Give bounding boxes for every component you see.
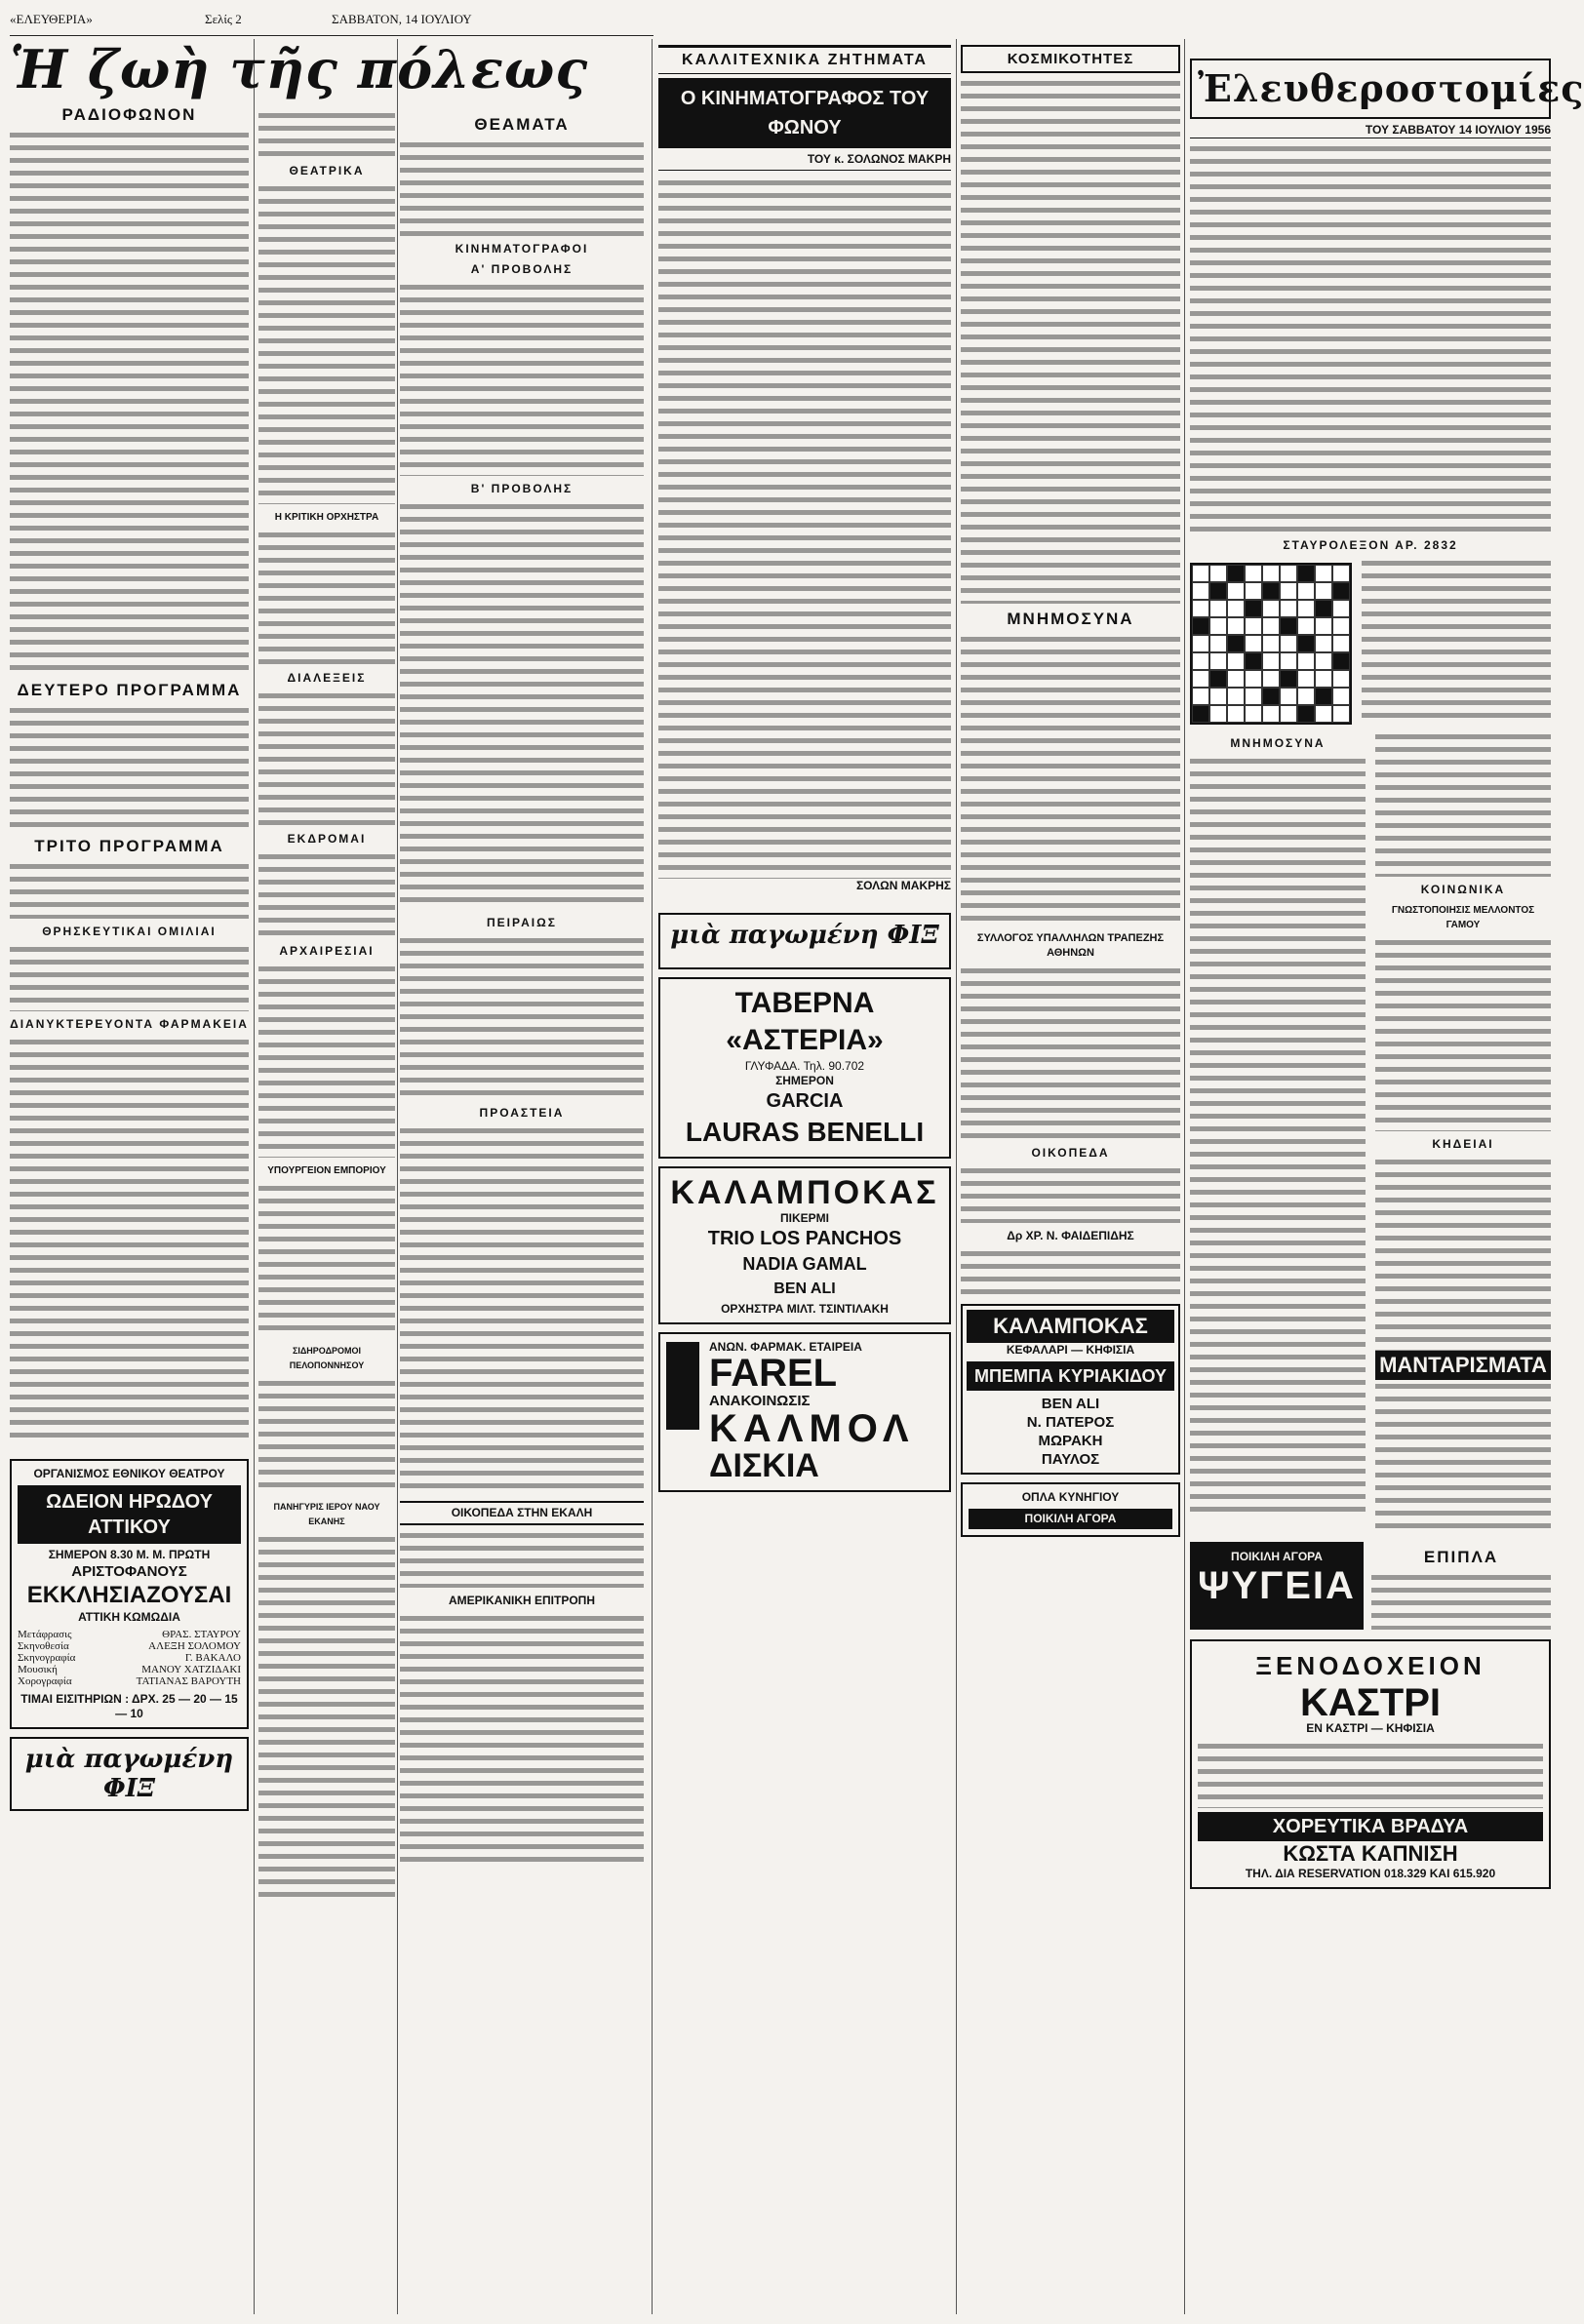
radio-heading: ΡΑΔΙΟΦΩΝΟΝ (61, 105, 197, 124)
trains-heading: ΣΙΔΗΡΟΔΡΟΜΟΙ ΠΕΛΟΠΟΝΝΗΣΟΥ (289, 1346, 365, 1370)
second-run-heading: Β' ΠΡΟΒΟΛΗΣ (470, 482, 574, 495)
paylos-name: ΠΑΥΛΟΣ (1041, 1451, 1100, 1468)
kalampokas-name: ΚΑΛΑΜΠΟΚΑΣ (670, 1174, 939, 1211)
engagements-heading: ΓΝΩΣΤΟΠΟΙΗΣΙΣ ΜΕΛΛΟΝΤΟΣ ΓΑΜΟΥ (1391, 905, 1535, 930)
festival-heading: ΠΑΝΗΓΥΡΙΣ ΙΕΡΟΥ ΝΑΟΥ ΕΚΑΝΗΣ (273, 1502, 380, 1526)
american-heading: ΑΜΕΡΙΚΑΝΙΚΗ ΕΠΙΤΡΟΠΗ (448, 1594, 595, 1607)
furniture-heading: ΕΠΙΠΛΑ (1423, 1548, 1499, 1566)
excursions-text (258, 850, 395, 938)
bempa-name: ΜΠΕΜΠΑ ΚΥΡΙΑΚΙΔΟΥ (967, 1361, 1174, 1391)
ekali-plots-heading: ΟΙΚΟΠΕΔΑ ΣΤΗΝ ΕΚΑΛΗ (400, 1501, 644, 1525)
ad-author: ΑΡΙΣΤΟΦΑΝΟΥΣ (71, 1563, 187, 1580)
farel-announcement: ΑΝΑΚΟΙΝΩΣΙΣ (709, 1393, 811, 1409)
pharmacies-text (10, 1036, 249, 1445)
credit-role: Χορογραφία (18, 1675, 72, 1687)
kalampokas-trio: TRIO LOS PANCHOS (707, 1228, 902, 1249)
lectures-heading: ΔΙΑΛΕΞΕΙΣ (287, 671, 367, 685)
art-kicker: ΚΑΛΛΙΤΕΧΝΙΚΑ ΖΗΤΗΜΑΤΑ (658, 45, 951, 74)
fix-ad-left (10, 1737, 249, 1811)
memorial-heading: ΜΝΗΜΟΣΥΝΑ (1007, 610, 1134, 628)
cinemas-heading: ΚΙΝΗΜΑΤΟΓΡΑΦΟΙ (455, 242, 589, 256)
hotel-name: ΚΑΣΤΡΙ (1299, 1681, 1441, 1724)
ministry-text (258, 1182, 395, 1338)
farel-company: ΑΝΩΝ. ΦΑΡΜΑΚ. ΕΤΑΙΡΕΙΑ (709, 1340, 862, 1354)
kalampokas-nadia: NADIA GAMAL (742, 1254, 867, 1274)
kalampokas-ad (658, 1166, 951, 1324)
hotel-reservation: ΤΗΛ. ΔΙΑ RESERVATION 018.329 ΚΑΙ 615.920 (1245, 1867, 1496, 1880)
memorial-text (961, 633, 1180, 926)
column-divider (956, 39, 957, 2314)
credit-role: Σκηνογραφία (18, 1652, 76, 1664)
ads-row (1190, 1542, 1551, 1630)
article-headline-box (658, 78, 951, 148)
farel-name: FAREL (709, 1352, 838, 1395)
theatrika-heading: ΘΕΑΤΡΙΚΑ (289, 164, 365, 177)
taverna-today: ΣΗΜΕΡΟΝ (775, 1074, 834, 1087)
mantarismata-text (1375, 1380, 1551, 1536)
third-program-text (10, 860, 249, 919)
religious-heading: ΘΡΗΣΚΕΥΤΙΚΑΙ ΟΜΙΛΙΑΙ (42, 925, 217, 938)
second-program-text (10, 704, 249, 831)
credit-role: Σκηνοθεσία (18, 1640, 69, 1652)
plots-text (961, 1164, 1180, 1223)
article-byline: ΤΟΥ κ. ΣΟΛΩΝΟΣ ΜΑΚΡΗ (658, 152, 951, 171)
free-speech-dateline: ΤΟΥ ΣΑΒΒΑΤΟΥ 14 ΙΟΥΛΙΟΥ 1956 (1190, 123, 1551, 138)
page-number: Σελίς 2 (205, 12, 242, 26)
pharmacies-heading: ΔΙΑΝΥΚΤΕΡΕΥΟΝΤΑ ΦΑΡΜΑΚΕΙΑ (10, 1017, 249, 1031)
credit-name: ΘΡΑΣ. ΣΤΑΥΡΟΥ (162, 1629, 241, 1640)
credit-name: ΤΑΤΙΑΝΑΣ ΒΑΡΟΥΤΗ (136, 1675, 241, 1687)
premieres-heading: Α' ΠΡΟΒΟΛΗΣ (470, 262, 574, 276)
crossword-title: ΣΤΑΥΡΟΛΕΞΟΝ ΑΡ. 2832 (1283, 538, 1458, 552)
ad-genre: ΑΤΤΙΚΗ ΚΩΜΩΔΙΑ (78, 1610, 180, 1624)
taverna-name: ΤΑΒΕΡΝΑ «ΑΣΤΕΡΙΑ» (726, 987, 884, 1056)
funerals-heading: ΚΗΔΕΙΑΙ (1432, 1137, 1494, 1151)
archaeology-text (258, 963, 395, 1158)
american-text (400, 1612, 644, 1866)
free-speech-text (1190, 142, 1551, 532)
crossword-block (1190, 557, 1551, 730)
ad-prices: ΤΙΜΑΙ ΕΙΣΙΤΗΡΙΩΝ : ΔΡΧ. 25 — 20 — 15 — 10 (20, 1692, 238, 1720)
fridges-store: ΠΟΙΚΙΛΗ ΑΓΟΡΑ (1231, 1550, 1323, 1563)
farel-ad (658, 1332, 951, 1492)
hotel-dance: ΧΟΡΕΥΤΙΚΑ ΒΡΑΔΥΑ (1198, 1812, 1543, 1841)
second-program-heading: ΔΕΥΤΕΡΟ ΠΡΟΓΡΑΜΜΑ (17, 681, 242, 699)
masthead (10, 6, 653, 36)
issue-date: ΣΑΒΒΑΤΟΝ, 14 ΙΟΥΛΙΟΥ (332, 12, 472, 26)
kalampokas-benali: BEN ALI (773, 1280, 836, 1297)
kalampokas-small-name: ΚΑΛΑΜΠΟΚΑΣ (967, 1310, 1174, 1343)
union-heading: ΣΥΛΛΟΓΟΣ ΥΠΑΛΛΗΛΩΝ ΤΡΑΠΕΖΗΣ ΑΘΗΝΩΝ (976, 932, 1165, 959)
third-program-heading: ΤΡΙΤΟ ΠΡΟΓΡΑΜΜΑ (34, 837, 224, 855)
guns-store: ΠΟΙΚΙΛΗ ΑΓΟΡΑ (969, 1509, 1172, 1529)
furniture-ad (1371, 1542, 1551, 1630)
theatres-list (400, 138, 644, 236)
column-art-article (658, 39, 951, 2314)
festival-text (258, 1533, 395, 1904)
ad-odeion: ΩΔΕΙΟΝ ΗΡΩΔΟΥ ΑΤΤΙΚΟΥ (18, 1485, 241, 1544)
credit-role: Μετάφρασις (18, 1629, 72, 1640)
kifisia-label: ΚΕΦΑΛΑΡΙ — ΚΗΦΙΣΙΑ (1006, 1343, 1135, 1357)
theatre-ad (10, 1459, 249, 1729)
guns-title: ΟΠΛΑ ΚΥΝΗΓΙΟΥ (1021, 1490, 1120, 1504)
society-text (961, 77, 1180, 604)
kalampokas-small-ad (961, 1304, 1180, 1475)
fix-ad-slogan: μιὰ παγωμένη ΦΙΞ (24, 1745, 234, 1803)
trains-text (258, 1377, 395, 1494)
column-shows (400, 109, 644, 2314)
credit-name: Γ. ΒΑΚΑΛΟ (184, 1652, 241, 1664)
fix-ad-center-slogan: μιὰ παγωμένη ΦΙΞ (670, 921, 939, 950)
theatrika-text (258, 182, 395, 504)
taverna-garcia: GARCIA (766, 1090, 844, 1112)
radio-listings (10, 129, 249, 675)
ad-play-title: ΕΚΚΛΗΣΙΑΖΟΥΣΑΙ (26, 1582, 232, 1608)
memorial-column (1190, 730, 1366, 1536)
free-speech-title: Ἐλευθεροστομίες (1198, 66, 1584, 110)
credit-name: ΜΑΝΟΥ ΧΑΤΖΙΔΑΚΙ (141, 1664, 241, 1675)
second-run-list (400, 500, 644, 910)
hotel-ad (1190, 1639, 1551, 1889)
ekali-text (400, 1529, 644, 1588)
archaeology-heading: ΑΡΧΑΙΡΕΣΙΑΙ (279, 944, 375, 958)
taverna-ad (658, 977, 951, 1159)
diskia-name: ΔΙΣΚΙΑ (709, 1447, 819, 1484)
kalampokas-place: ΠΙΚΕΡΜΙ (779, 1211, 829, 1225)
taverna-lauras: LAURAS BENELLI (685, 1117, 925, 1147)
ad-time: ΣΗΜΕΡΟΝ 8.30 Μ. Μ. ΠΡΩΤΗ (48, 1548, 211, 1561)
lower-columns (1190, 730, 1551, 1536)
premieres-list (400, 281, 644, 476)
theamata-heading: ΘΕΑΜΑΤΑ (474, 115, 570, 134)
society-heading: ΚΟΣΜΙΚΟΤΗΤΕΣ (961, 45, 1180, 73)
doctor-text (961, 1247, 1180, 1296)
piraeus-heading: ΠΕΙΡΑΙΩΣ (487, 916, 557, 929)
city-life-title: Ἡ ζωὴ τῆς πόλεως (10, 38, 589, 100)
column-divider (1184, 39, 1185, 2314)
publisher-info (258, 109, 395, 158)
farel-logo (666, 1342, 699, 1430)
taverna-place: ΓΛΥΦΑΔΑ. Τηλ. 90.702 (744, 1059, 865, 1073)
kalampokas-orchestra: ΟΡΧΗΣΤΡΑ ΜΙΛΤ. ΤΣΙΝΤΙΛΑΚΗ (721, 1302, 889, 1316)
article-body (658, 177, 951, 879)
social-heading: ΚΟΙΝΩΝΙΚΑ (1420, 883, 1506, 896)
plots-heading: ΟΙΚΟΠΕΔΑ (1031, 1146, 1110, 1160)
crossword-clues-right (1362, 557, 1551, 721)
funerals-text (1375, 1156, 1551, 1351)
article-headline: Ο ΚΙΝΗΜΑΤΟΓΡΑΦΟΣ ΤΟΥ ΦΩΝΟΥ (680, 88, 930, 138)
union-text (961, 965, 1180, 1140)
excursions-heading: ΕΚΔΡΟΜΑΙ (287, 832, 367, 846)
doctor-heading: Δρ ΧΡ. Ν. ΦΑΙΔΕΠΙΔΗΣ (1007, 1229, 1134, 1242)
mirakh-name: ΜΩΡΑΚΗ (1038, 1433, 1103, 1449)
engagements-text (1375, 936, 1551, 1131)
memorial-text-right (1190, 755, 1366, 1516)
credit-name: ΑΛΕΞΗ ΣΟΛΟΜΟΥ (148, 1640, 241, 1652)
paper-name: «ΕΛΕΥΘΕΡΙΑ» (10, 12, 93, 26)
article-signature: ΣΟΛΩΝ ΜΑΚΡΗΣ (855, 879, 951, 892)
credit-role: Μουσική (18, 1664, 58, 1675)
social-column (1375, 730, 1551, 1536)
free-speech-title-box (1190, 59, 1584, 119)
column-society (961, 39, 1180, 2314)
column-divider (254, 39, 255, 2314)
hotel-place: ΕΝ ΚΑΣΤΡΙ — ΚΗΦΙΣΙΑ (1306, 1721, 1435, 1735)
kalmol-name: ΚΑΛΜΟΛ (709, 1407, 915, 1450)
ministry-heading: ΥΠΟΥΡΓΕΙΟΝ ΕΜΠΟΡΙΟΥ (267, 1165, 386, 1176)
suburbs-heading: ΠΡΟΑΣΤΕΙΑ (479, 1106, 565, 1120)
pateros-name: Ν. ΠΑΤΕΡΟΣ (1026, 1414, 1115, 1431)
fix-ad-center (658, 913, 951, 969)
hotel-band: ΚΩΣΤΑ ΚΑΠΝΙΣΗ (1283, 1841, 1458, 1866)
furniture-text (1371, 1571, 1551, 1630)
column-free-speech (1190, 39, 1584, 2314)
column-divider (652, 39, 653, 2314)
crossword-clues (1375, 730, 1551, 877)
hotel-text (1198, 1740, 1543, 1808)
memorial-heading-right: ΜΝΗΜΟΣΥΝΑ (1230, 736, 1326, 750)
fridges-ad (1190, 1542, 1364, 1630)
lectures-text (258, 689, 395, 826)
hotel-word: ΞΕΝΟΔΟΧΕΙΟΝ (1255, 1651, 1485, 1680)
mantarismata-heading: ΜΑΝΤΑΡΙΣΜΑΤΑ (1375, 1351, 1551, 1380)
critic-text (258, 529, 395, 665)
suburbs-list (400, 1124, 644, 1495)
critic-orchestra-heading: Η ΚΡΙΤΙΚΗ ΟΡΧΗΣΤΡΑ (274, 512, 379, 523)
piraeus-list (400, 934, 644, 1100)
benali-small: BEN ALI (1041, 1396, 1100, 1412)
religious-text (10, 943, 249, 1011)
guns-ad (961, 1482, 1180, 1537)
ad-organization: ΟΡΓΑΝΙΣΜΟΣ ΕΘΝΙΚΟΥ ΘΕΑΤΡΟΥ (33, 1467, 225, 1480)
crossword-grid (1190, 563, 1352, 725)
fridges-word: ΨΥΓΕΙΑ (1198, 1564, 1356, 1607)
column-theatre-news (258, 109, 395, 2314)
ad-credits (18, 1629, 241, 1687)
column-divider (397, 39, 398, 2314)
